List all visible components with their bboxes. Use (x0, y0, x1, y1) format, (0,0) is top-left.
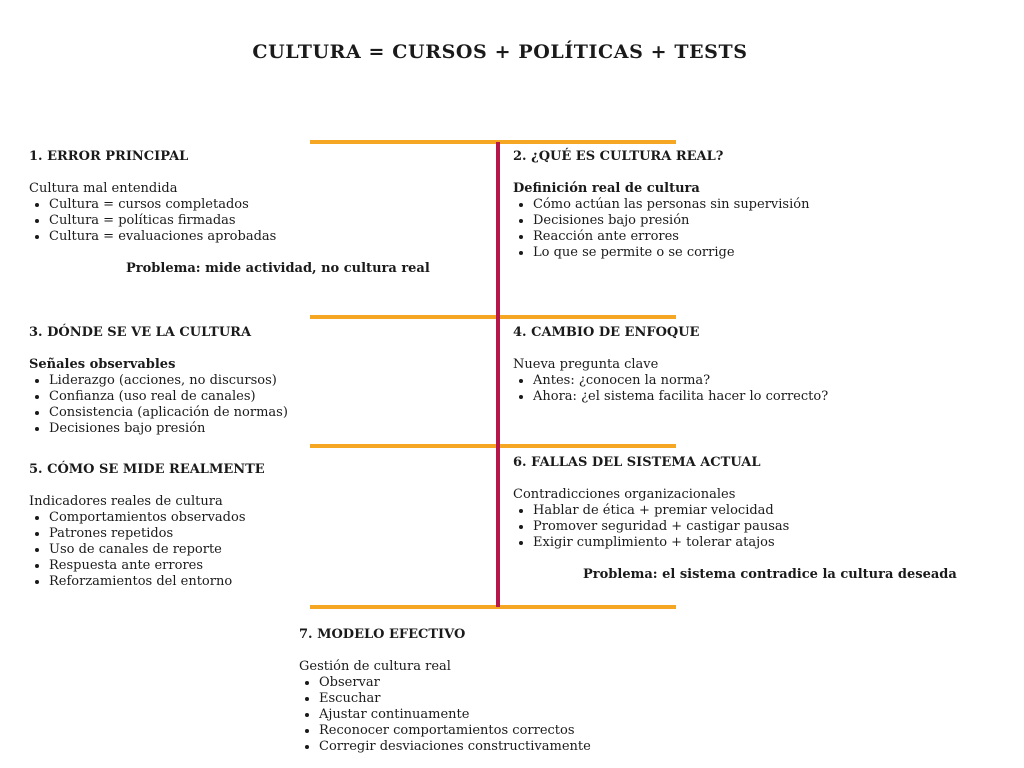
list-item: • Liderazgo (acciones, no discursos) (49, 373, 469, 389)
section-subheading: Cultura mal entendida (29, 181, 178, 196)
section-donde-se-ve (29, 325, 469, 437)
section-subheading: Contradicciones organizacionales (513, 487, 736, 502)
section-heading: 6. FALLAS DEL SISTEMA ACTUAL (513, 455, 761, 470)
list-item: • Reacción ante errores (533, 229, 993, 245)
section-heading: 4. CAMBIO DE ENFOQUE (513, 325, 700, 340)
list-item: • Cultura = cursos completados (49, 197, 469, 213)
vertical-divider (496, 142, 500, 607)
section-heading: 3. DÓNDE SE VE LA CULTURA (29, 325, 252, 340)
list-item: • Uso de canales de reporte (49, 542, 469, 558)
section-heading: 2. ¿QUÉ ES CULTURA REAL? (513, 149, 724, 164)
list-item: • Decisiones bajo presión (49, 421, 469, 437)
list-item: • Decisiones bajo presión (533, 213, 993, 229)
list-item: • Cultura = políticas firmadas (49, 213, 469, 229)
list-item: • Hablar de ética + premiar velocidad (533, 503, 993, 519)
problem-statement: Problema: mide actividad, no cultura real (126, 261, 430, 276)
list-item: • Reconocer comportamientos correctos (319, 723, 799, 739)
bullet-list (513, 503, 993, 551)
section-que-es-cultura (513, 149, 993, 261)
list-item: • Escuchar (319, 691, 799, 707)
list-item: • Reforzamientos del entorno (49, 574, 469, 590)
horizontal-divider-1 (310, 140, 676, 144)
list-item: • Cómo actúan las personas sin supervisión (533, 197, 993, 213)
bullet-list (29, 510, 469, 590)
section-fallas-sistema (513, 455, 993, 551)
list-item: • Corregir desviaciones constructivamente (319, 739, 799, 755)
section-error-principal (29, 149, 469, 245)
section-heading: 7. MODELO EFECTIVO (299, 627, 466, 642)
section-como-se-mide (29, 462, 469, 590)
section-cambio-enfoque (513, 325, 993, 405)
section-subheading: Indicadores reales de cultura (29, 494, 223, 509)
list-item: • Respuesta ante errores (49, 558, 469, 574)
problem-statement: Problema: el sistema contradice la cultura deseada (583, 567, 957, 582)
list-item: • Antes: ¿conocen la norma? (533, 373, 993, 389)
list-item: • Lo que se permite o se corrige (533, 245, 993, 261)
section-heading: 5. CÓMO SE MIDE REALMENTE (29, 462, 265, 477)
section-heading: 1. ERROR PRINCIPAL (29, 149, 189, 164)
list-item: • Confianza (uso real de canales) (49, 389, 469, 405)
list-item: • Exigir cumplimiento + tolerar atajos (533, 535, 993, 551)
list-item: • Patrones repetidos (49, 526, 469, 542)
bullet-list (29, 197, 469, 245)
section-subheading: Definición real de cultura (513, 181, 700, 196)
list-item: • Consistencia (aplicación de normas) (49, 405, 469, 421)
section-modelo-efectivo (299, 627, 799, 755)
horizontal-divider-2 (310, 315, 676, 319)
section-subheading: Gestión de cultura real (299, 659, 451, 674)
section-subheading: Señales observables (29, 357, 176, 372)
page-title: CULTURA = CURSOS + POLÍTICAS + TESTS (252, 41, 748, 63)
list-item: • Promover seguridad + castigar pausas (533, 519, 993, 535)
horizontal-divider-4 (310, 605, 676, 609)
list-item: • Comportamientos observados (49, 510, 469, 526)
list-item: • Ajustar continuamente (319, 707, 799, 723)
section-subheading: Nueva pregunta clave (513, 357, 659, 372)
list-item: • Observar (319, 675, 799, 691)
list-item: • Cultura = evaluaciones aprobadas (49, 229, 469, 245)
bullet-list (299, 675, 799, 755)
bullet-list (513, 197, 993, 261)
list-item: • Ahora: ¿el sistema facilita hacer lo correcto? (533, 389, 993, 405)
bullet-list (29, 373, 469, 437)
bullet-list (513, 373, 993, 405)
horizontal-divider-3 (310, 444, 676, 448)
